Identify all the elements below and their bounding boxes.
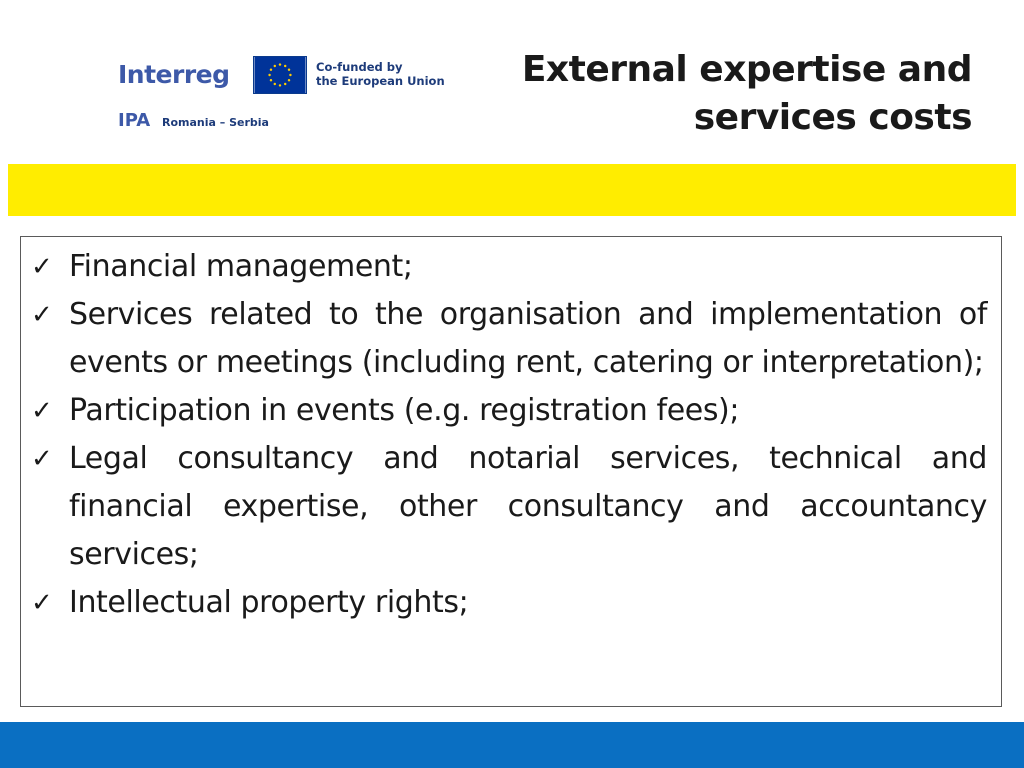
eu-star-icon: [270, 69, 272, 71]
bullet-text: Participation in events (e.g. registration fees);: [69, 393, 740, 428]
slide-title-line-1: External expertise and: [521, 49, 972, 90]
slide-title: [472, 46, 972, 142]
ipa-logo-text: IPA: [118, 110, 151, 131]
eu-star-icon: [279, 84, 281, 86]
eu-star-icon: [284, 65, 286, 67]
bullet-text: Financial management;: [69, 249, 413, 284]
content-box: [20, 236, 1002, 707]
yellow-header-band: [8, 164, 1016, 216]
eu-star-icon: [274, 65, 276, 67]
eu-star-icon: [289, 74, 291, 76]
bullet-list: [21, 237, 1001, 627]
eu-star-icon: [288, 69, 290, 71]
interreg-logo-text: Interreg: [118, 60, 230, 89]
bullet-item: [31, 387, 987, 435]
region-label: Romania – Serbia: [162, 116, 269, 129]
checkmark-icon: ✓: [31, 252, 53, 282]
blue-footer-band: [0, 722, 1024, 768]
eu-star-icon: [279, 63, 281, 65]
slide-title-line-2: services costs: [693, 97, 972, 138]
checkmark-icon: ✓: [31, 300, 53, 330]
checkmark-icon: ✓: [31, 396, 53, 426]
programme-logo: [118, 52, 448, 136]
bullet-item: [31, 243, 987, 291]
cofunded-line-1: Co-funded by: [316, 60, 403, 74]
eu-star-icon: [284, 83, 286, 85]
bullet-text: Services related to the organisation and implementation of events or meetings (including rent, catering or interpretation);: [69, 297, 987, 380]
bullet-item: [31, 435, 987, 579]
eu-star-icon: [288, 79, 290, 81]
eu-star-icon: [274, 83, 276, 85]
bullet-item: [31, 291, 987, 387]
bullet-item: [31, 579, 987, 627]
eu-flag-icon: [253, 56, 307, 94]
checkmark-icon: ✓: [31, 588, 53, 618]
eu-star-icon: [270, 79, 272, 81]
checkmark-icon: ✓: [31, 444, 53, 474]
bullet-text: Intellectual property rights;: [69, 585, 469, 620]
cofunded-label: [316, 60, 445, 88]
bullet-text: Legal consultancy and notarial services, technical and financial expertise, other consultancy and accountancy services;: [69, 441, 987, 572]
eu-star-icon: [268, 74, 270, 76]
cofunded-line-2: the European Union: [316, 74, 445, 88]
